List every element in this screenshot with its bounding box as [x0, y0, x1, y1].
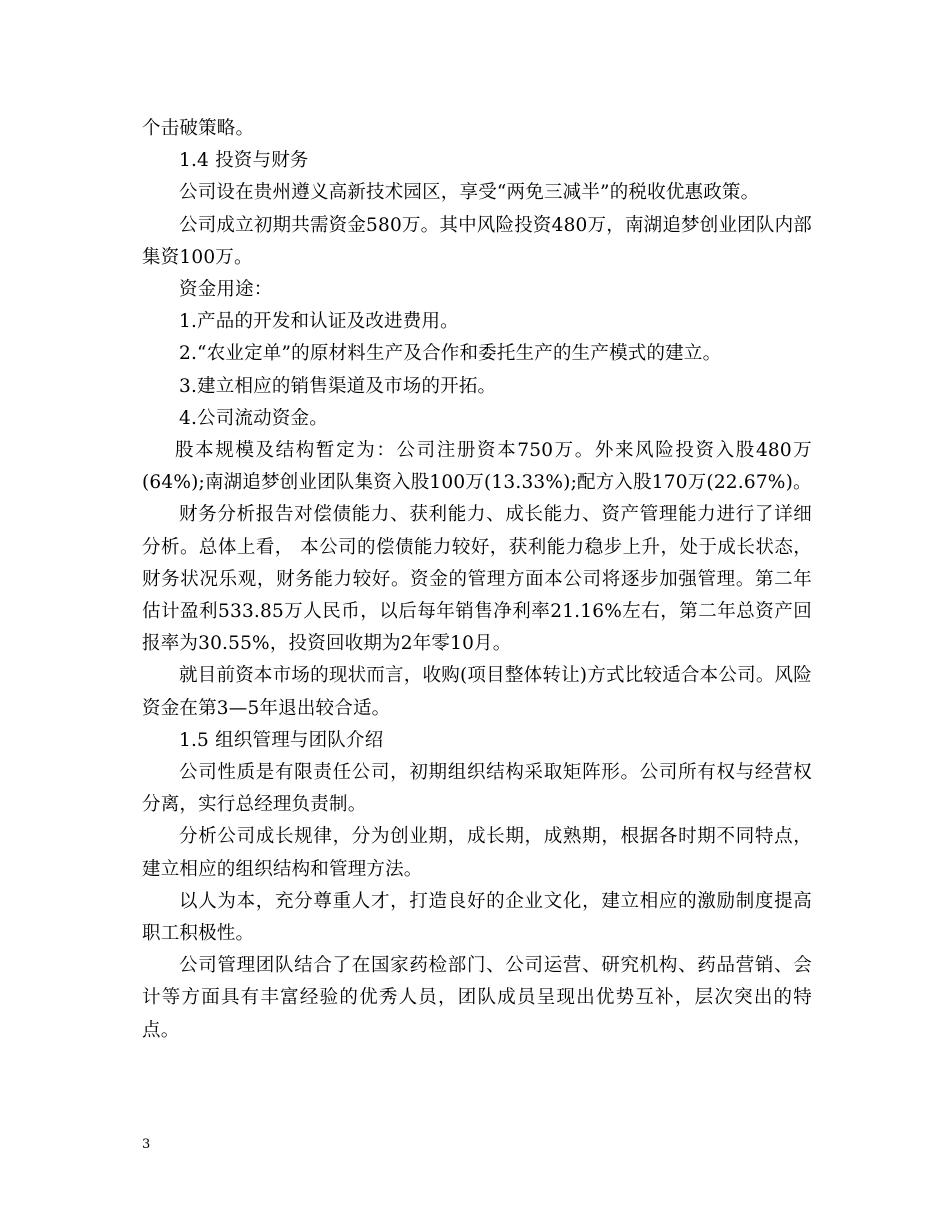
paragraph-management-team: 公司管理团队结合了在国家药检部门、公司运营、研究机构、药品营销、会计等方面具有丰富经验的优秀人员，团队成员呈现出优势互补，层次突出的特点。 [142, 955, 812, 1041]
list-item-3: 3.建立相应的销售渠道及市场的开拓。 [179, 375, 497, 397]
paragraph-initial-funding: 公司成立初期共需资金580万。其中风险投资480万，南湖追梦创业团队内部集资100万。 [142, 214, 812, 268]
paragraph-location: 公司设在贵州遵义高新技术园区，享受“两免三减半”的税收优惠政策。 [179, 182, 760, 204]
paragraph-exit-strategy: 就目前资本市场的现状而言，收购(项目整体转让)方式比较适合本公司。风险资金在第3—5年退出较合适。 [142, 665, 812, 719]
list-item-2: 2.“农业定单”的原材料生产及合作和委托生产的生产模式的建立。 [179, 343, 722, 365]
list-item-4: 4.公司流动资金。 [179, 407, 328, 429]
page-number: 3 [142, 1137, 151, 1152]
list-item-1: 1.产品的开发和认证及改进费用。 [179, 311, 459, 333]
paragraph-financial-analysis: 财务分析报告对偿债能力、获利能力、成长能力、资产管理能力进行了详细分析。总体上看， 本公司的偿债能力较好，获利能力稳步上升，处于成长状态，财务状况乐观，财务能力较好。资金的管理方面本公司将逐步加强管理。第二年估计盈利533.85万人民币，以后每年销售净利率21.16%左右，第二年总资产回报率为30.55%，投资回收期为2年零10月。 [142, 504, 812, 655]
paragraph-continuation: 个击破策略。 [142, 118, 255, 139]
section-heading-1-4: 1.4 投资与财务 [179, 150, 309, 172]
paragraph-people-first: 以人为本，充分尊重人才，打造良好的企业文化，建立相应的激励制度提高职工积极性。 [142, 890, 812, 945]
paragraph-fund-usage-title: 资金用途： [179, 279, 273, 301]
document-body [142, 113, 812, 1047]
paragraph-equity-structure: 股本规模及结构暂定为：公司注册资本750万。外来风险投资入股480万(64%);南湖追梦创业团队集资入股100万(13.33%);配方入股170万(22.67%)。 [142, 440, 812, 494]
paragraph-company-nature: 公司性质是有限责任公司，初期组织结构采取矩阵形。公司所有权与经营权分离，实行总经理负责制。 [142, 762, 812, 816]
paragraph-growth-stages: 分析公司成长规律，分为创业期，成长期，成熟期，根据各时期不同特点，建立相应的组织结构和管理方法。 [142, 826, 812, 880]
section-heading-1-5: 1.5 组织管理与团队介绍 [179, 729, 384, 751]
